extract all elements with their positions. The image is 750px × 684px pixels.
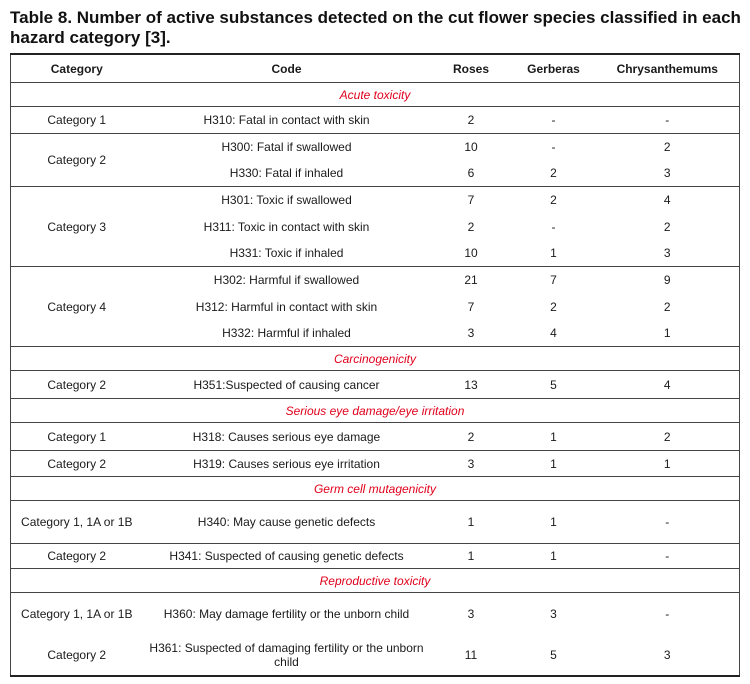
hazard-row — [11, 477, 740, 501]
gerberas-cell: - — [551, 219, 556, 234]
chrysanthemums-cell: 2 — [663, 299, 671, 314]
table-row — [11, 451, 740, 477]
category-cell: Category 2 — [11, 544, 143, 569]
header-chrysanthemums: Chrysanthemums — [596, 54, 740, 83]
table-row — [11, 593, 740, 636]
chrysanthemums-cell: - — [596, 107, 740, 134]
roses-cell: 2 — [431, 107, 512, 134]
gerberas-cell: 4 — [512, 320, 596, 347]
roses-cell: 11 — [464, 648, 478, 662]
code-cell: H361: Suspected of damaging fertility or the unborn child — [149, 641, 424, 669]
roses-cell: 7 — [467, 299, 475, 314]
category-cell: Category 2 — [47, 648, 107, 662]
chrysanthemums-cell: 2 — [663, 219, 671, 234]
gerberas-cell: 3 — [550, 607, 557, 621]
gerberas-cell: - — [551, 140, 556, 154]
gerberas-cell: 1 — [512, 240, 596, 267]
chrysanthemums-cell: - — [596, 544, 740, 569]
gerberas-cell: 7 — [550, 273, 557, 287]
hazard-label: Germ cell mutagenicity — [11, 477, 740, 501]
code-cell: H341: Suspected of causing genetic defects — [143, 544, 431, 569]
table-row — [11, 267, 740, 294]
code-cell: H302: Harmful if swallowed — [213, 273, 360, 287]
code-cell: H301: Toxic if swallowed — [221, 193, 352, 207]
hazard-label: Acute toxicity — [11, 83, 740, 107]
category-cell: Category 1, 1A or 1B — [21, 607, 133, 621]
roses-cell: 3 — [431, 320, 512, 347]
table-row — [11, 501, 740, 544]
gerberas-cell: 2 — [550, 299, 557, 314]
code-cell: H340: May cause genetic defects — [143, 501, 431, 544]
chrysanthemums-cell: - — [665, 607, 670, 621]
roses-cell: 3 — [431, 451, 512, 477]
category-cell: Category 2 — [11, 134, 143, 187]
hazard-label: Carcinogenicity — [11, 347, 740, 371]
category-cell: Category 4 — [11, 267, 143, 347]
gerberas-cell: - — [512, 107, 596, 134]
gerberas-cell: 2 — [550, 193, 557, 207]
header-code: Code — [143, 54, 431, 83]
category-cell: Category 2 — [11, 451, 143, 477]
chrysanthemums-cell: 3 — [596, 240, 740, 267]
chrysanthemums-cell: 9 — [663, 273, 671, 287]
header-roses: Roses — [431, 54, 512, 83]
hazard-row — [11, 399, 740, 423]
chrysanthemums-cell: 2 — [596, 423, 740, 451]
hazard-label: Reproductive toxicity — [11, 569, 740, 593]
roses-cell: 13 — [431, 371, 512, 399]
chrysanthemums-cell: 4 — [663, 193, 671, 207]
roses-cell: 1 — [431, 544, 512, 569]
gerberas-cell: 5 — [550, 648, 557, 662]
code-cell: H331: Toxic if inhaled — [143, 240, 431, 267]
code-cell: H300: Fatal if swallowed — [221, 140, 352, 154]
table-row — [11, 423, 740, 451]
roses-cell: 2 — [467, 219, 475, 234]
roses-cell: 2 — [431, 423, 512, 451]
code-cell: H360: May damage fertility or the unborn child — [163, 607, 410, 621]
code-cell: H319: Causes serious eye irritation — [143, 451, 431, 477]
code-cell: H311: Toxic in contact with skin — [203, 219, 370, 234]
table-row — [11, 371, 740, 399]
table-row — [11, 134, 740, 161]
code-cell: H332: Harmful if inhaled — [143, 320, 431, 347]
gerberas-cell: 1 — [512, 501, 596, 544]
hazard-table — [10, 53, 740, 677]
table-caption: Table 8. Number of active substances detected on the cut flower species classified in each hazard category [3]. — [10, 8, 741, 47]
category-cell: Category 1 — [11, 107, 143, 134]
roses-cell: 1 — [431, 501, 512, 544]
table-row — [11, 544, 740, 569]
roses-cell: 21 — [464, 273, 478, 287]
roses-cell: 10 — [431, 240, 512, 267]
header-gerberas: Gerberas — [512, 54, 596, 83]
roses-cell: 7 — [467, 193, 475, 207]
code-cell: H330: Fatal if inhaled — [143, 160, 431, 187]
gerberas-cell: 1 — [512, 423, 596, 451]
chrysanthemums-cell: 1 — [596, 451, 740, 477]
code-cell: H351:Suspected of causing cancer — [143, 371, 431, 399]
category-cell: Category 3 — [11, 187, 143, 267]
chrysanthemums-cell: 3 — [596, 160, 740, 187]
category-cell: Category 1 — [11, 423, 143, 451]
code-cell: H310: Fatal in contact with skin — [143, 107, 431, 134]
category-cell: Category 1, 1A or 1B — [11, 501, 143, 544]
chrysanthemums-cell: 2 — [663, 140, 671, 154]
code-cell: H318: Causes serious eye damage — [143, 423, 431, 451]
hazard-row — [11, 347, 740, 371]
roses-cell: 6 — [431, 160, 512, 187]
roses-cell: 3 — [467, 607, 475, 621]
hazard-row — [11, 83, 740, 107]
chrysanthemums-cell: - — [596, 501, 740, 544]
gerberas-cell: 2 — [512, 160, 596, 187]
chrysanthemums-cell: 1 — [596, 320, 740, 347]
table-row — [11, 187, 740, 214]
table-row — [11, 107, 740, 134]
roses-cell: 10 — [464, 140, 478, 154]
chrysanthemums-cell: 4 — [596, 371, 740, 399]
gerberas-cell: 1 — [512, 544, 596, 569]
header-row — [11, 54, 740, 83]
gerberas-cell: 5 — [512, 371, 596, 399]
hazard-label: Serious eye damage/eye irritation — [11, 399, 740, 423]
gerberas-cell: 1 — [512, 451, 596, 477]
chrysanthemums-cell: 3 — [663, 648, 671, 662]
header-category: Category — [11, 54, 143, 83]
table-row — [11, 635, 740, 676]
hazard-row — [11, 569, 740, 593]
category-cell: Category 2 — [11, 371, 143, 399]
code-cell: H312: Harmful in contact with skin — [195, 299, 378, 314]
